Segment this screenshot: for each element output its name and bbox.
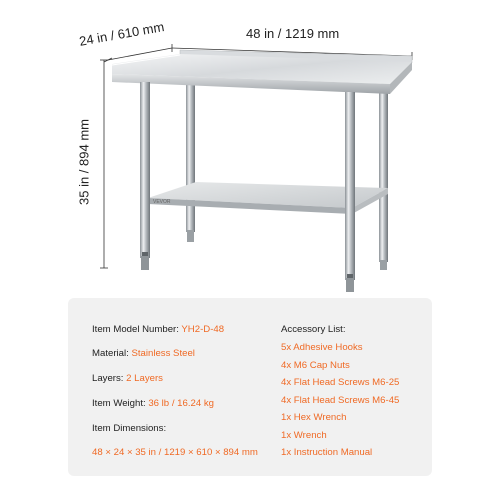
accessory-item: 5x Adhesive Hooks	[281, 342, 363, 353]
spec-label: Material:	[92, 348, 132, 359]
spec-layers	[92, 373, 163, 385]
spec-dimensions-value	[92, 447, 258, 459]
height-dimension-label: 35 in / 894 mm	[76, 119, 92, 205]
spec-material	[92, 348, 195, 360]
spec-panel	[68, 298, 432, 476]
accessory-item: 4x Flat Head Screws M6-45	[281, 395, 400, 406]
spec-value: YH2-D-48	[181, 324, 225, 335]
back-right-leg	[379, 86, 388, 262]
accessory-item: 4x Flat Head Screws M6-25	[281, 377, 400, 388]
front-right-leg	[345, 92, 355, 280]
width-dimension-label: 48 in / 1219 mm	[246, 26, 340, 41]
spec-dimensions-label	[92, 423, 166, 435]
back-left-leg	[186, 82, 195, 232]
spec-weight	[92, 398, 214, 410]
front-left-leg	[140, 82, 150, 258]
spec-label: Item Model Number:	[92, 324, 182, 335]
accessory-list-title: Accessory List:	[281, 324, 346, 335]
spec-model	[92, 324, 224, 336]
spec-label: Item Weight:	[92, 398, 149, 409]
spec-value: 36 lb / 16.24 kg	[148, 398, 214, 409]
spec-label: Layers:	[92, 373, 127, 384]
spec-value: Stainless Steel	[131, 348, 195, 359]
spec-value: 48 × 24 × 35 in / 1219 × 610 × 894 mm	[92, 447, 258, 458]
accessory-item: 4x M6 Cap Nuts	[281, 360, 350, 371]
accessory-item: 1x Instruction Manual	[281, 447, 373, 458]
brand-mark: VEVOR	[153, 199, 171, 205]
accessory-item: 1x Hex Wrench	[281, 412, 347, 423]
accessory-item: 1x Wrench	[281, 430, 327, 441]
spec-value: 2 Layers	[126, 373, 163, 384]
depth-dimension-label: 24 in / 610 mm	[78, 19, 166, 49]
spec-label: Item Dimensions:	[92, 423, 167, 434]
